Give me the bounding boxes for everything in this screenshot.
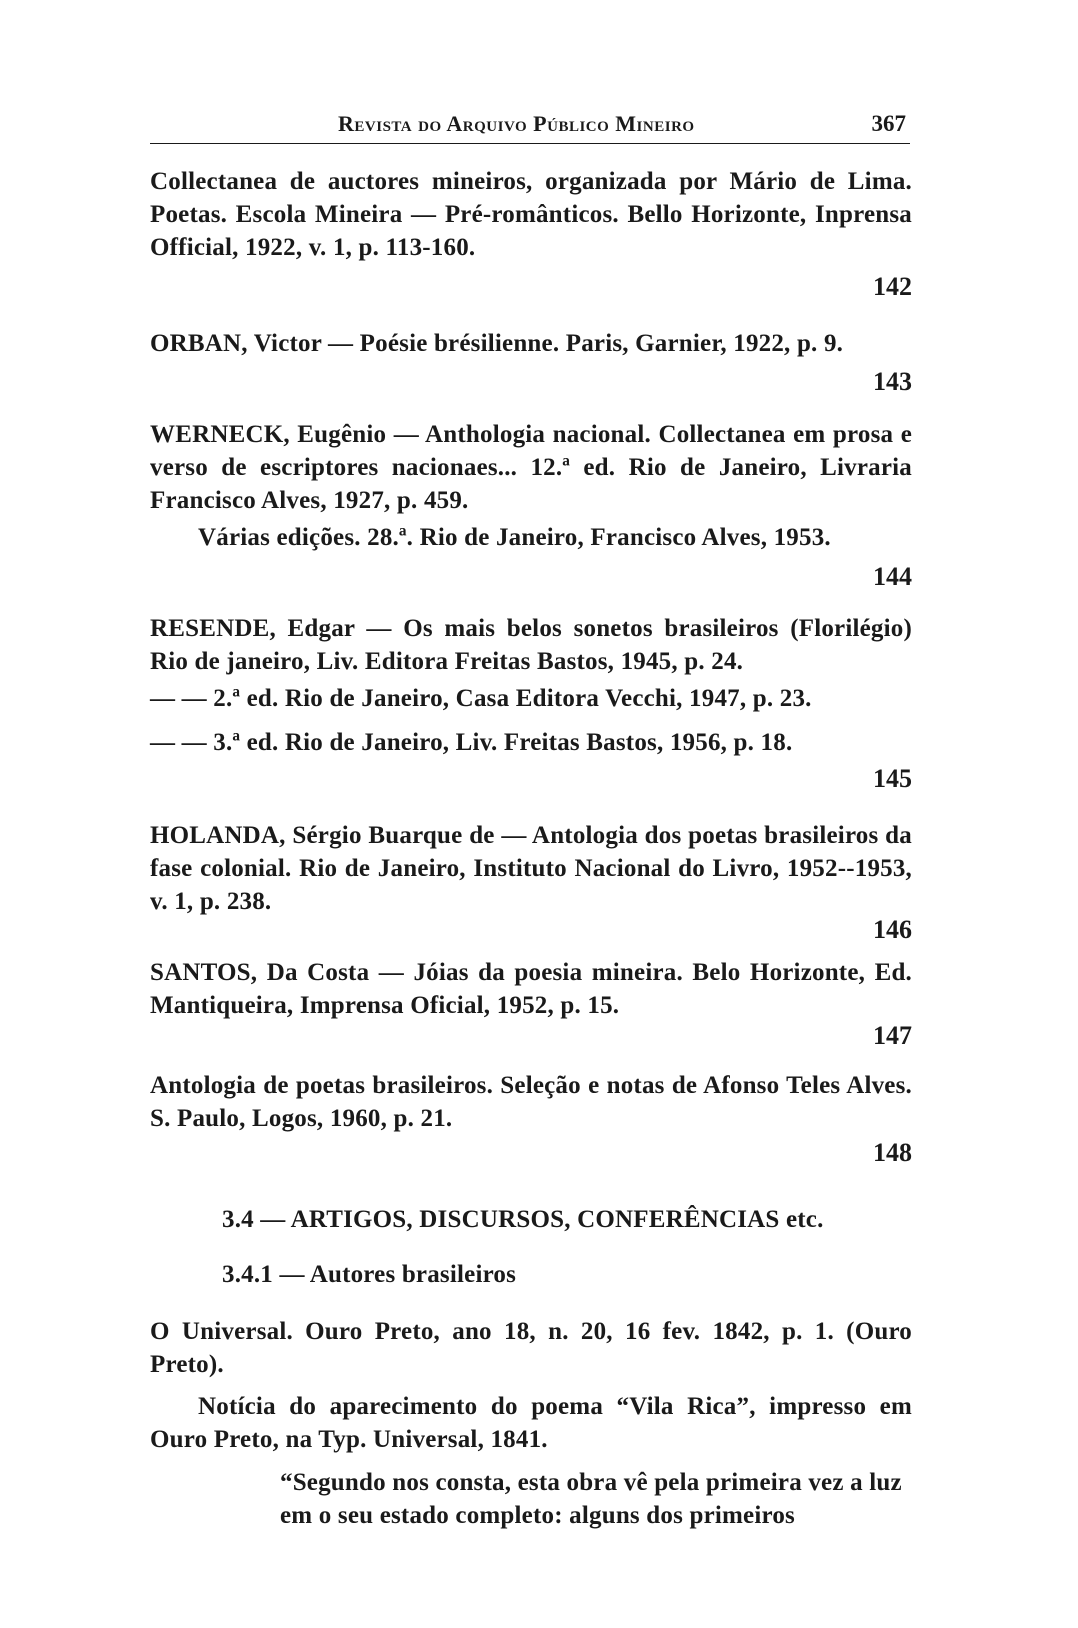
bibliography-entry: Antologia de poetas brasileiros. Seleção e notas de Afonso Teles Alves. S. Paulo, Logos, 1960, p. 21. [150,1072,912,1132]
bibliography-entry: WERNECK, Eugênio — Anthologia nacional. Collectanea em prosa e verso de escriptores nacionaes... 12.ª ed. Rio de Janeiro, Livraria Francisco Alves, 1927, p. 459. [150,421,912,514]
bibliography-edition: — — 3.ª ed. Rio de Janeiro, Liv. Freitas Bastos, 1956, p. 18. [150,729,793,756]
article-citation: O Universal. Ouro Preto, ano 18, n. 20, 16 fev. 1842, p. 1. (Ouro Preto). [150,1318,912,1378]
bibliography-entry: HOLANDA, Sérgio Buarque de — Antologia dos poetas brasileiros da fase colonial. Rio de Janeiro, Instituto Nacional do Livro, 1952--1953, v. 1, p. 238. [150,822,912,915]
entry-number: 142 [873,272,912,301]
entry-number: 146 [873,915,912,944]
entry-number: 148 [873,1138,912,1167]
entry-number: 145 [873,764,912,793]
article-note: Notícia do aparecimento do poema “Vila Rica”, impresso em Ouro Preto, na Typ. Universal, 1841. [150,1393,912,1453]
entry-number: 144 [873,562,912,591]
article-quote: “Segundo nos consta, esta obra vê pela primeira vez a luz em o seu estado completo: alguns dos primeiros [280,1469,902,1529]
page-header [150,103,910,144]
section-heading: 3.4 — ARTIGOS, DISCURSOS, CONFERÊNCIAS etc. [222,1206,824,1233]
bibliography-entry: RESENDE, Edgar — Os mais belos sonetos brasileiros (Florilégio) Rio de janeiro, Liv. Editora Freitas Bastos, 1945, p. 24. [150,615,912,675]
page-number: 367 [871,111,906,136]
bibliography-sub-entry: Várias edições. 28.ª. Rio de Janeiro, Francisco Alves, 1953. [198,524,831,551]
entry-number: 143 [873,367,912,396]
entry-number: 147 [873,1021,912,1050]
running-title: Revista do Arquivo Público Mineiro [338,111,695,136]
bibliography-entry: SANTOS, Da Costa — Jóias da poesia mineira. Belo Horizonte, Ed. Mantiqueira, Imprensa Oficial, 1952, p. 15. [150,959,912,1019]
bibliography-entry: ORBAN, Victor — Poésie brésilienne. Paris, Garnier, 1922, p. 9. [150,330,844,357]
section-subheading: 3.4.1 — Autores brasileiros [222,1261,517,1288]
bibliography-edition: — — 2.ª ed. Rio de Janeiro, Casa Editora Vecchi, 1947, p. 23. [150,685,812,712]
bibliography-entry: Collectanea de auctores mineiros, organizada por Mário de Lima. Poetas. Escola Mineira — Pré-românticos. Bello Horizonte, Inprensa Official, 1922, v. 1, p. 113-160. [150,168,912,261]
